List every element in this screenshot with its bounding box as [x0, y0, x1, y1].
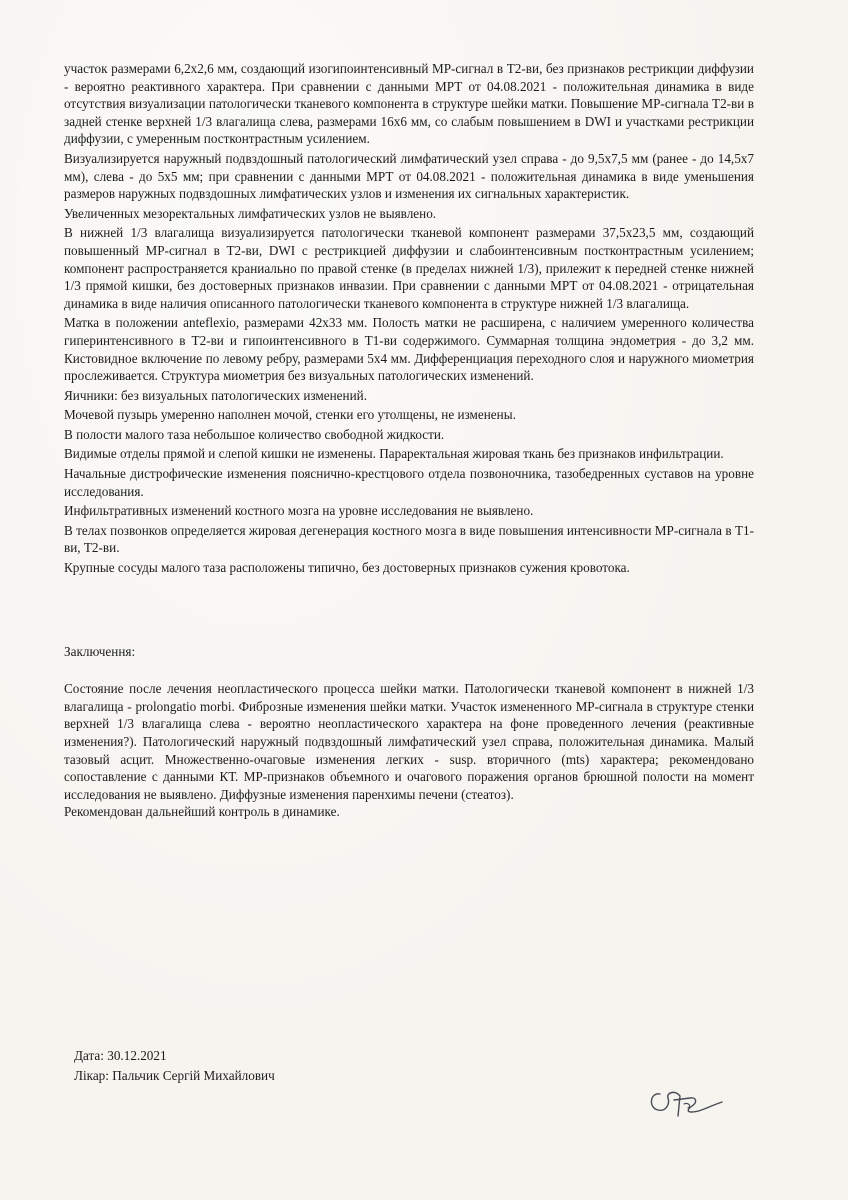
- report-footer: [74, 1046, 275, 1086]
- finding-bowel: Видимые отделы прямой и слепой кишки не изменены. Параректальная жировая ткань без признаков инфильтрации.: [64, 446, 724, 462]
- conclusion-text: Состояние после лечения неопластического процесса шейки матки. Патологически тканевой компонент в нижней 1/3 влагалища - prolongatio morbi. Фиброзные изменения шейки матки. Участок измененного МР-сигнала в структуре стенки верхней 1/3 влагалища слева - вероятно неопластического характера на фоне проведенного лечения (реактивные изменения?). Патологический наружный подвздошный лимфатический узел справа, положительная динамика. Малый тазовый асцит. Множественно-очаговые изменения легких - susp. вторичного (mts) характера; рекомендовано сопоставление с данными КТ. МР-признаков объемного и очагового поражения органов брюшной полости на момент исследования не выявлено. Диффузные изменения паренхимы печени (стеатоз).: [64, 681, 754, 802]
- finding-spine-joints: Начальные дистрофические изменения пояснично-крестцового отдела позвоночника, тазобедренных суставов на уровне исследования.: [64, 466, 754, 499]
- finding-iliac-lymph-nodes: Визуализируется наружный подвздошный патологический лимфатический узел справа - до 9,5х7,5 мм (ранее - до 14,5х7 мм), слева - до 5х5 мм; при сравнении с данными МРТ от 04.08.2021 - положительная динамика в виде уменьшения размеров наружных подвздошных лимфатических узлов и изменения их сигнальных характеристик.: [64, 150, 754, 202]
- finding-cervix-vagina: участок размерами 6,2х2,6 мм, создающий изогипоинтенсивный МР-сигнал в Т2-ви, без признаков рестрикции диффузии - вероятно реактивного характера. При сравнении с данными МРТ от 04.08.2021 - положительная динамика в виде отсутствия визуализации патологически тканевого компонента в структуре шейки матки. Повышение МР-сигнала Т2-ви в задней стенке верхней 1/3 влагалища слева, размерами 16х6 мм, со слабым повышением в DWI и участками рестрикции диффузии, с умеренным постконтрастным усилением.: [64, 61, 754, 147]
- finding-ovaries: Яичники: без визуальных патологических изменений.: [64, 387, 367, 403]
- finding-vessels: Крупные сосуды малого таза расположены типично, без достоверных признаков сужения кровотока.: [64, 560, 630, 576]
- doctor-name: Лікар: Пальчик Сергій Михайлович: [74, 1068, 275, 1083]
- finding-pelvic-fluid: В полости малого таза небольшое количество свободной жидкости.: [64, 426, 445, 442]
- finding-vertebrae: В телах позвонков определяется жировая дегенерация костного мозга в виде повышения интенсивности МР-сигнала в Т1-ви, Т2-ви.: [64, 522, 754, 556]
- conclusion-heading: Заключення:: [64, 643, 136, 659]
- recommendation-text: Рекомендован дальнейший контроль в динамике.: [64, 804, 340, 820]
- finding-bladder: Мочевой пузырь умеренно наполнен мочой, стенки его утолщены, не изменены.: [64, 407, 516, 423]
- handwritten-signature-icon: [640, 1076, 730, 1126]
- report-body: [64, 60, 754, 821]
- report-date: Дата: 30.12.2021: [74, 1048, 167, 1063]
- section-gap: [64, 660, 754, 680]
- finding-lower-vagina: В нижней 1/3 влагалища визуализируется патологически тканевой компонент размерами 37,5х23,5 мм, создающий повышенный МР-сигнал в Т2-ви, DWI с рестрикцией диффузии и слабоинтенсивным постконтрастным усилением; компонент распространяется краниально по правой стенке (в пределах нижней 1/3), прилежит к передней стенке нижней 1/3 прямой кишки, без достоверных признаков инвазии. При сравнении с данными МРТ от 04.08.2021 - отрицательная динамика в виде наличия описанного патологически тканевого компонента в структуре нижней 1/3 влагалища.: [64, 225, 754, 311]
- section-gap: [64, 579, 754, 643]
- finding-bone-marrow: Инфильтративных изменений костного мозга на уровне исследования не выявлено.: [64, 503, 534, 519]
- finding-mesorectal-nodes: Увеличенных мезоректальных лимфатических узлов не выявлено.: [64, 205, 437, 221]
- finding-uterus: Матка в положении anteflexio, размерами 42х33 мм. Полость матки не расширена, с наличием умеренного количества гиперинтенсивного в Т2-ви и гипоинтенсивного в Т1-ви содержимого. Суммарная толщина эндометрия - до 3,2 мм. Кистовидное включение по левому ребру, размерами 5х4 мм. Дифференциация переходного слоя и наружного миометрия прослеживается. Структура миометрия без визуальных патологических изменений.: [64, 315, 754, 384]
